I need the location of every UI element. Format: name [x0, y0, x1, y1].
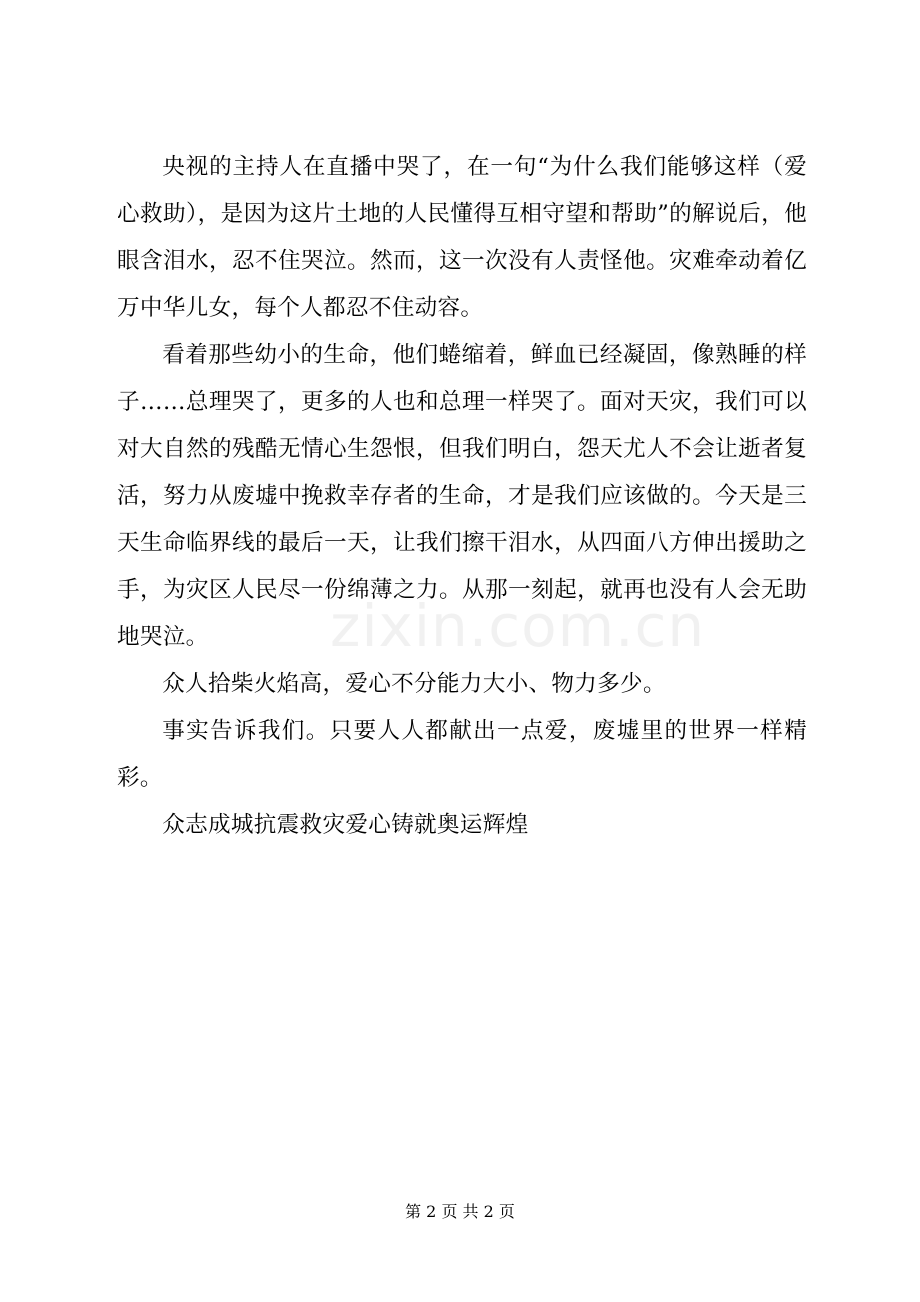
page-footer: 第 2 页 共 2 页 [405, 1202, 515, 1221]
watermark: zixin.com.cn [330, 592, 706, 660]
paragraph-1: 央视的主持人在直播中哭了，在一句“为什么我们能够这样（爱心救助），是因为这片土地的人民懂得互相守望和帮助”的解说后，他眼含泪水，忍不住哭泣。然而，这一次没有人责怪他。灾难牵动着亿万中华儿女，每个人都忍不住动容。 [117, 154, 807, 321]
paragraph-3: 众人拾柴火焰高，爱心不分能力大小、物力多少。 [162, 671, 666, 697]
document-body [117, 144, 807, 849]
paragraph-5-heading: 众志成城抗震救灾爱心铸就奥运辉煌 [162, 812, 529, 838]
paragraph-4: 事实告诉我们。只要人人都献出一点爱，废墟里的世界一样精彩。 [117, 718, 807, 791]
paragraph-2: 看着那些幼小的生命，他们蜷缩着，鲜血已经凝固，像熟睡的样子……总理哭了，更多的人也和总理一样哭了。面对天灾，我们可以对大自然的残酷无情心生怨恨，但我们明白，怨天尤人不会让逝者复活，努力从废墟中挽救幸存者的生命，才是我们应该做的。今天是三天生命临界线的最后一天，让我们擦干泪水，从四面八方伸出援助之手，为灾区人民尽一份绵薄之力。从那一刻起，就再也没有人会无助地哭泣。 [117, 342, 807, 650]
